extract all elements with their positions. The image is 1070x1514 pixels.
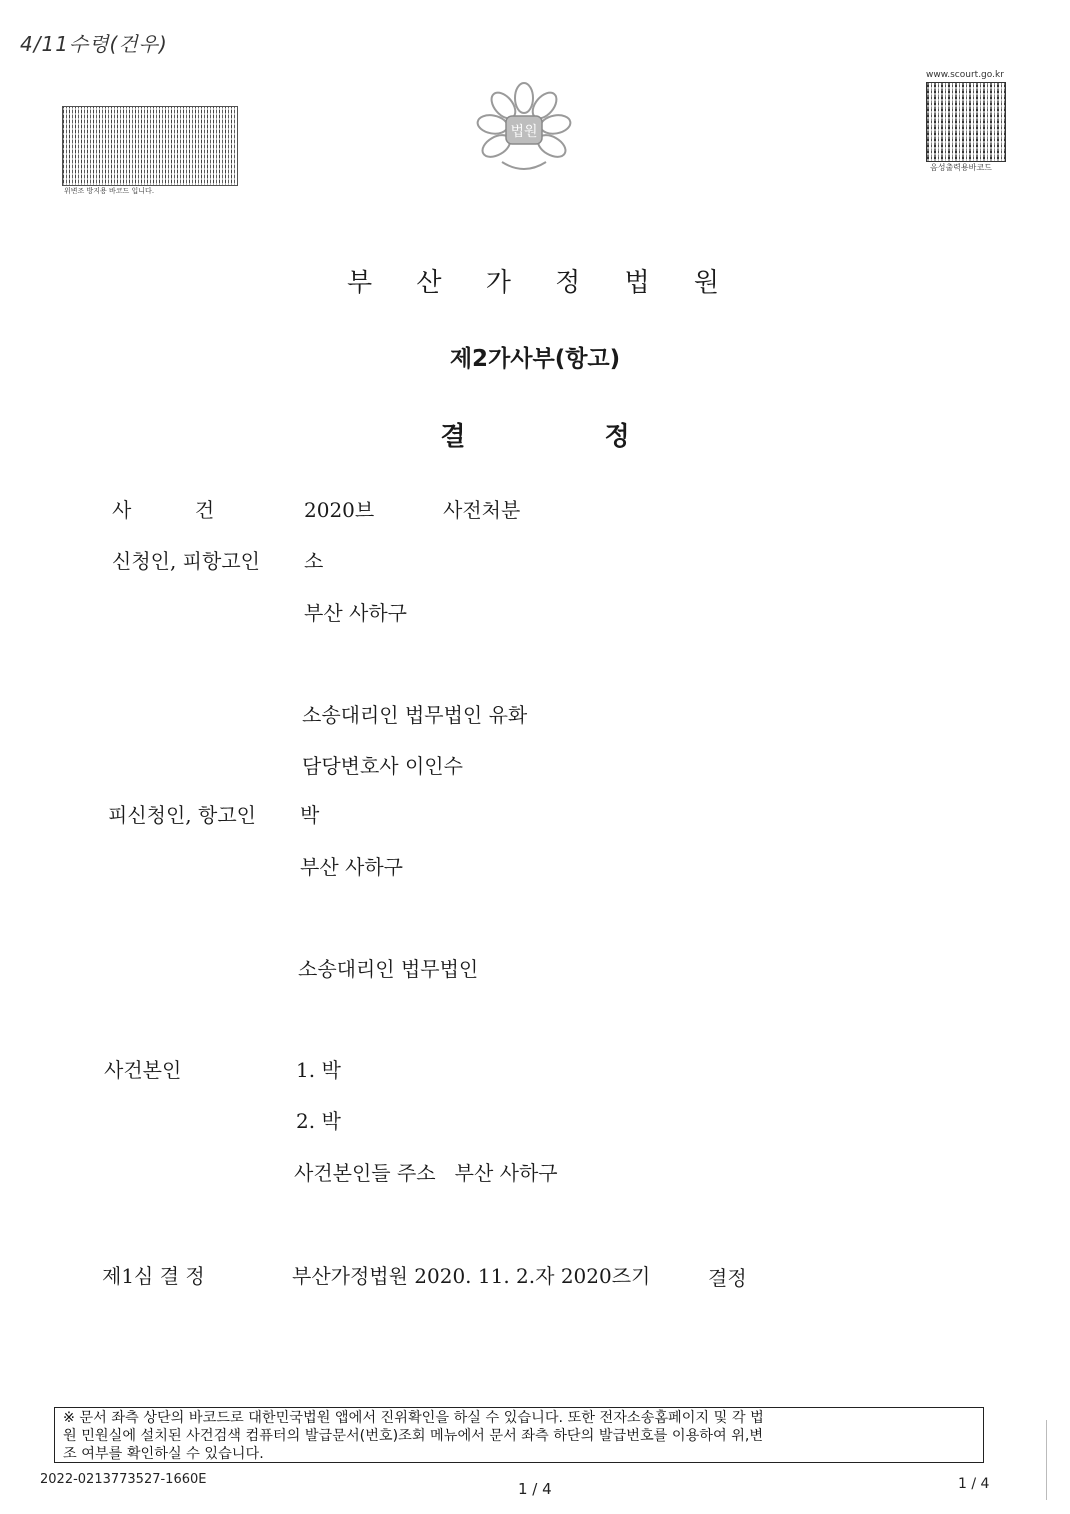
notice-line-1: ※ 문서 좌측 상단의 바코드로 대한민국법원 앱에서 진위확인을 하실 수 있습니다. 또한 전자소송홈페이지 및 각 법 [63, 1410, 764, 1426]
first-instance-suffix: 결정 [708, 1266, 747, 1290]
principal-2: 2. 박 [296, 1109, 341, 1133]
qr-caption: 음성출력용바코드 [930, 163, 992, 172]
document-title: 결 정 [440, 422, 630, 452]
applicant-representative: 소송대리인 법무법인 유화 [302, 703, 528, 727]
verification-notice [54, 1407, 984, 1463]
barcode-caption: 위변조 방지용 바코드 입니다. [64, 187, 155, 195]
page-number-right: 1 / 4 [958, 1476, 990, 1492]
applicant-lawyer: 담당변호사 이인수 [302, 754, 463, 778]
principal-1: 1. 박 [296, 1058, 341, 1082]
applicant-address: 부산 사하구 [304, 601, 407, 625]
respondent-representative: 소송대리인 법무법인 [298, 957, 479, 981]
notice-line-2: 원 민원실에 설치된 사건검색 컴퓨터의 발급문서(번호)조회 메뉴에서 문서 좌측 하단의 발급번호를 이용하여 위,변 [63, 1428, 764, 1444]
audio-output-barcode [926, 82, 1006, 162]
respondent-label: 피신청인, 항고인 [108, 803, 256, 827]
principals-address: 사건본인들 주소 부산 사하구 [294, 1161, 558, 1185]
first-instance-label: 제1심 결 정 [102, 1264, 205, 1288]
court-division: 제2가사부(항고) [449, 346, 621, 372]
applicant-label: 신청인, 피항고인 [112, 549, 260, 573]
case-label: 사 건 [112, 498, 215, 522]
case-number: 2020브 [304, 498, 375, 522]
notice-line-3: 조 여부를 확인하실 수 있습니다. [63, 1446, 264, 1462]
handwritten-receipt-note: 4/11수령(건우) [20, 32, 168, 56]
court-name: 부 산 가 정 법 원 [346, 268, 738, 298]
seal-text: 법원 [510, 124, 538, 140]
respondent-name: 박 [300, 803, 320, 827]
page-number-center: 1 / 4 [518, 1480, 552, 1498]
scan-edge-line [1046, 1420, 1047, 1500]
respondent-address: 부산 사하구 [300, 855, 403, 879]
first-instance-decision: 부산가정법원 2020. 11. 2.자 2020즈기 [292, 1264, 651, 1288]
principals-label: 사건본인 [104, 1058, 182, 1082]
court-website-url: www.scourt.go.kr [926, 70, 1004, 80]
case-name: 사전처분 [443, 498, 521, 522]
court-seal-icon [474, 80, 574, 180]
anti-forgery-barcode [62, 106, 238, 186]
applicant-name: 소 [304, 549, 324, 573]
issue-number: 2022-0213773527-1660E [40, 1472, 207, 1487]
